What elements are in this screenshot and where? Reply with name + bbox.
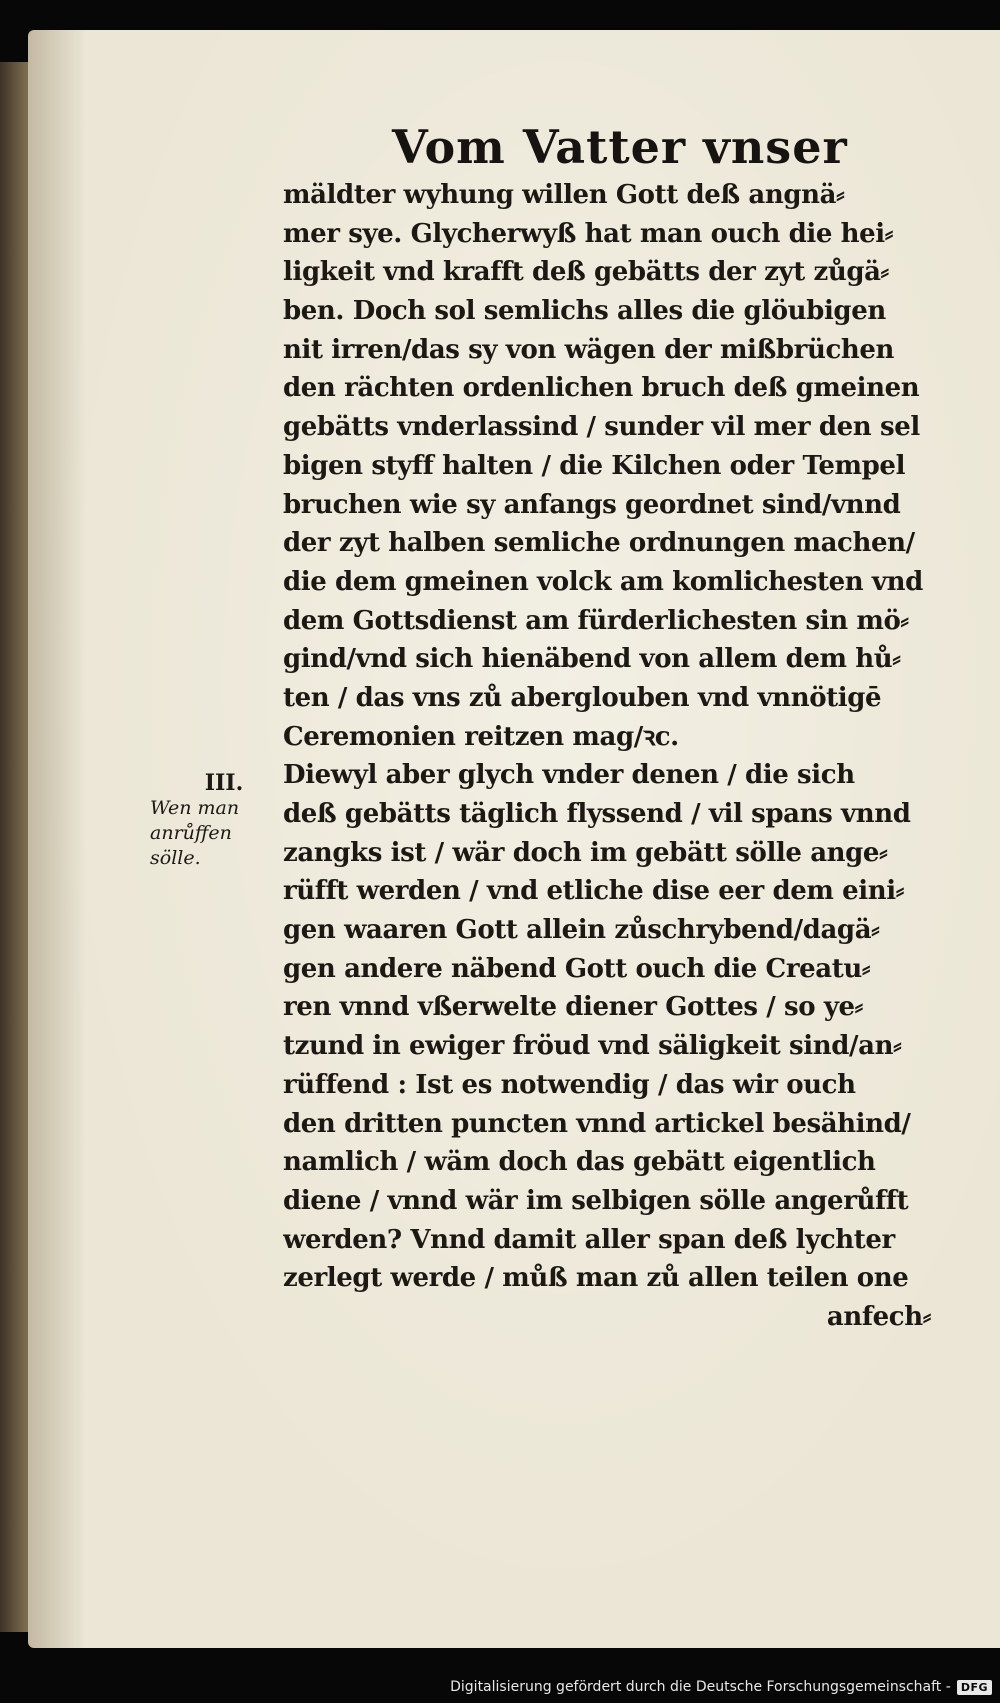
text-line: zangks ist / wär doch im gebätt sölle ange⸗ bbox=[283, 837, 888, 868]
text-line: namlich / wäm doch das gebätt eigentlich bbox=[283, 1147, 876, 1178]
running-head: Vom Vatter vnser bbox=[392, 120, 848, 174]
margin-note-number: III. bbox=[204, 770, 244, 796]
text-line: Ceremonien reitzen mag/ꝛc. bbox=[283, 721, 679, 752]
text-line: mäldter wyhung willen Gott deß angnä⸗ bbox=[283, 180, 845, 210]
text-line: dem Gottsdienst am fürderlichesten sin mö⸗ bbox=[283, 605, 909, 636]
text-line: diene / vnnd wär im selbigen sölle angerůfft bbox=[283, 1185, 909, 1216]
credit-text: Digitalisierung gefördert durch die Deutsche Forschungsgemeinschaft - bbox=[450, 1679, 951, 1695]
text-line: gen waaren Gott allein zůschrybend/dagä⸗ bbox=[283, 915, 880, 946]
text-line: gen andere näbend Gott ouch die Creatu⸗ bbox=[283, 953, 871, 984]
text-line: ben. Doch sol semlichs alles die glöubigen bbox=[283, 296, 886, 327]
text-line: Diewyl aber glych vnder denen / die sich bbox=[283, 760, 855, 791]
text-line: ligkeit vnd krafft deß gebätts der zyt zůgä⸗ bbox=[283, 257, 889, 288]
text-line: bruchen wie sy anfangs geordnet sind/vnnd bbox=[283, 489, 901, 520]
text-line: rüffend : Ist es notwendig / das wir ouch bbox=[283, 1069, 856, 1100]
dfg-logo: DFG bbox=[957, 1680, 992, 1695]
text-line: mer sye. Glycherwyß hat man ouch die hei⸗ bbox=[283, 218, 894, 249]
catchword: anfech⸗ bbox=[826, 1301, 931, 1332]
margin-note-line: anrůffen bbox=[150, 822, 232, 844]
margin-note bbox=[150, 770, 278, 871]
text-line: ten / das vns zů aberglouben vnd vnnötigē bbox=[283, 682, 882, 713]
text-line: werden? Vnnd damit aller span deß lychter bbox=[283, 1224, 895, 1255]
text-line: deß gebätts täglich flyssend / vil spans vnnd bbox=[283, 799, 911, 829]
margin-note-line: Wen man bbox=[150, 797, 240, 819]
text-line: den dritten puncten vnnd artickel besähind/ bbox=[283, 1108, 911, 1139]
digitization-credit bbox=[450, 1679, 992, 1695]
text-line: ren vnnd vßerwelte diener Gottes / so ye⸗ bbox=[283, 992, 863, 1023]
margin-note-line: sölle. bbox=[150, 847, 201, 869]
text-line: bigen styff halten / die Kilchen oder Tempel bbox=[283, 450, 906, 481]
text-line: gind/vnd sich hienäbend von allem dem hů⸗ bbox=[283, 644, 901, 675]
text-line: zerlegt werde / můß man zů allen teilen one bbox=[283, 1263, 909, 1294]
text-line: die dem gmeinen volck am komlichesten vnd bbox=[283, 566, 923, 597]
text-line: tzund in ewiger fröud vnd säligkeit sind/an⸗ bbox=[283, 1031, 902, 1062]
text-line: rüfft werden / vnd etliche dise eer dem eini⸗ bbox=[283, 876, 905, 907]
body-text bbox=[283, 176, 943, 1337]
text-line: der zyt halben semliche ordnungen machen/ bbox=[283, 528, 915, 559]
text-line: nit irren/das sy von wägen der mißbrüchen bbox=[283, 334, 895, 365]
text-line: den rächten ordenlichen bruch deß gmeinen bbox=[283, 373, 920, 404]
text-line: gebätts vnderlassind / sunder vil mer den sel bbox=[283, 412, 920, 443]
